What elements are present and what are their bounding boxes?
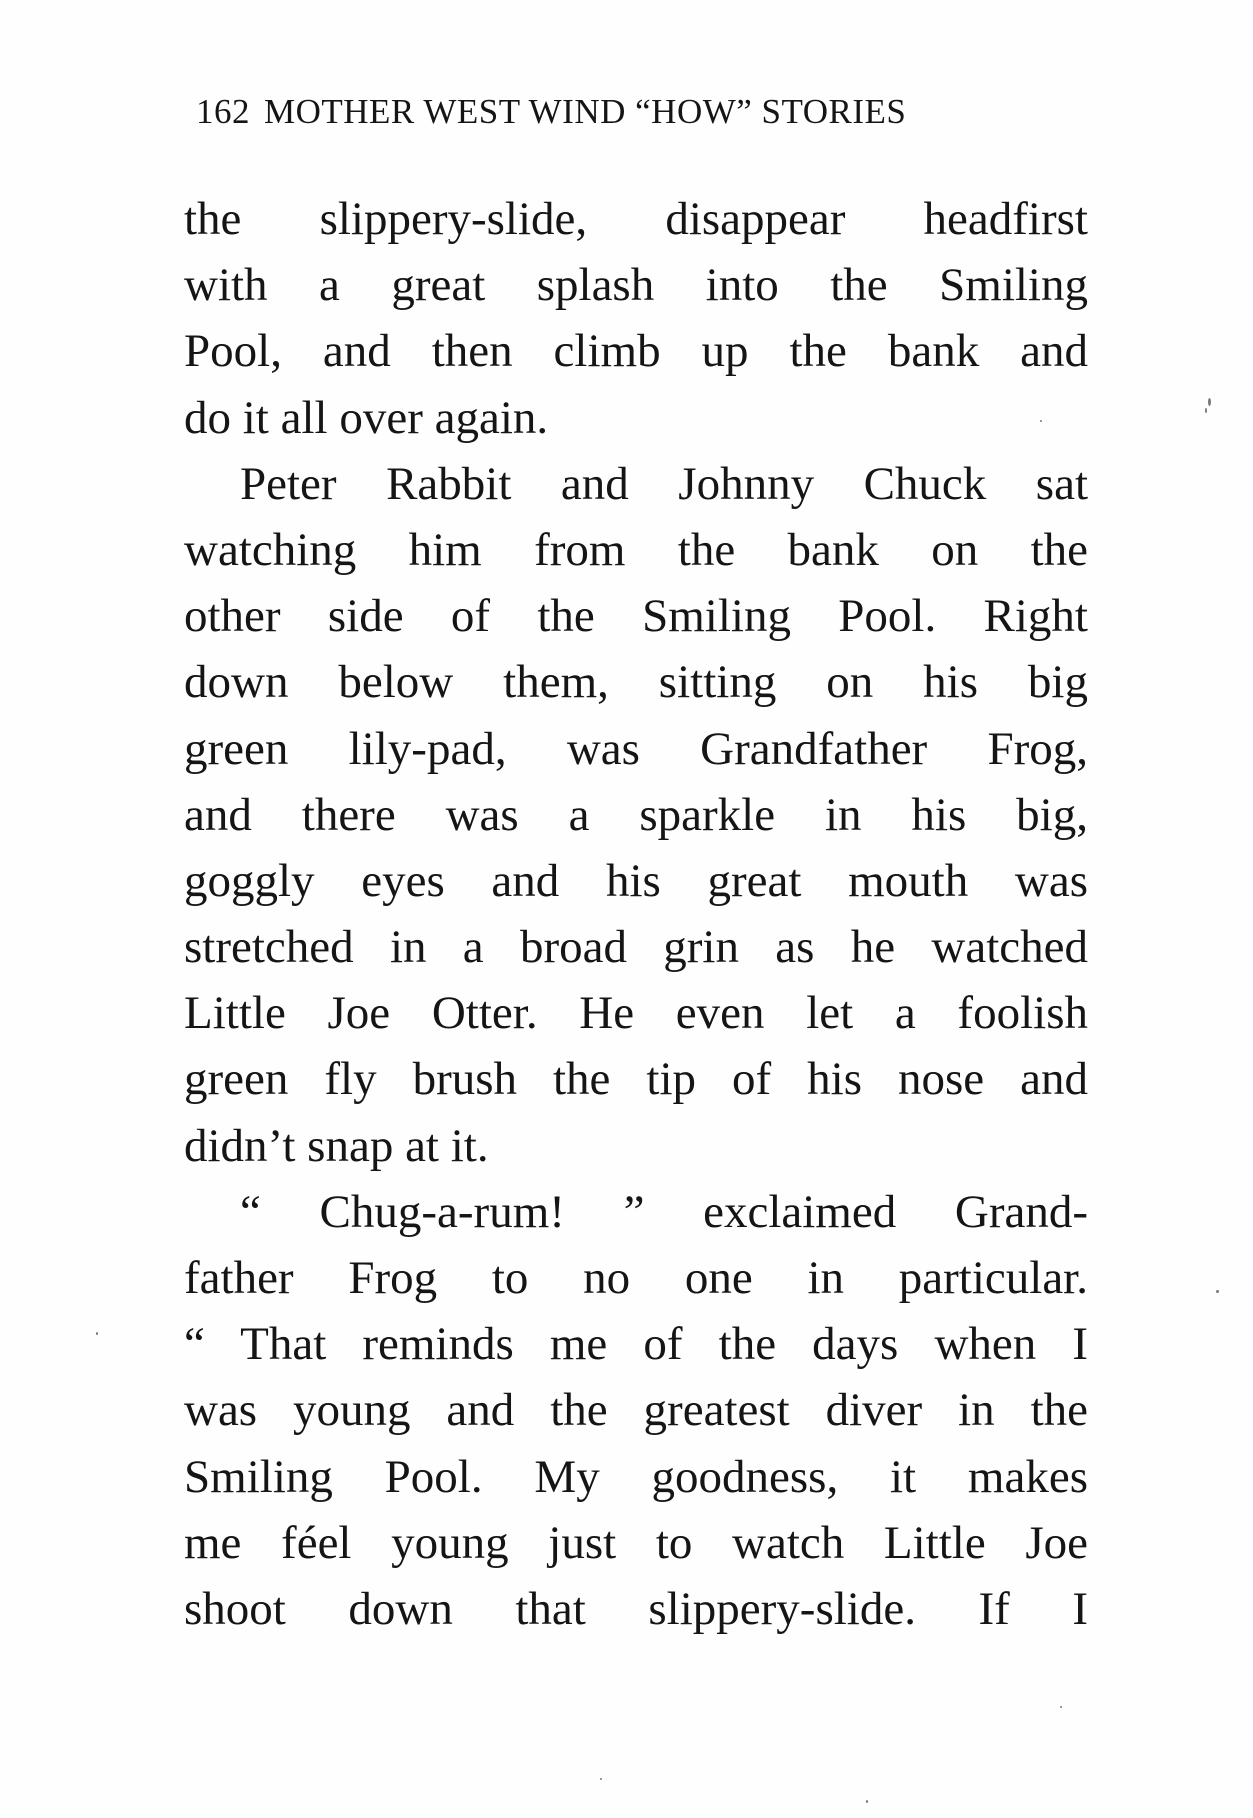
scan-speck: [1205, 408, 1207, 413]
scan-speck: [1040, 420, 1042, 422]
text-line: didn’t snap at it.: [184, 1119, 489, 1172]
scan-speck: [866, 1800, 868, 1803]
page-header: [196, 92, 1084, 136]
text-line: Smiling Pool. My goodness, it makes: [184, 1450, 1088, 1503]
text-line: father Frog to no one in particular.: [184, 1252, 1088, 1304]
page-number: 162: [196, 92, 250, 131]
text-line: “ Chug-a-rum! ” exclaimed Grand-: [240, 1185, 1088, 1238]
body-text: [184, 186, 1088, 1642]
text-line: and there was a sparkle in his big,: [184, 788, 1088, 841]
text-line: other side of the Smiling Pool. Right: [184, 590, 1088, 643]
text-line: the slippery-slide, disappear headfirst: [184, 193, 1088, 245]
text-line: green fly brush the tip of his nose and: [184, 1053, 1088, 1106]
text-line: down below them, sitting on his big: [184, 656, 1088, 709]
text-line: Pool, and then climb up the bank and: [184, 325, 1088, 378]
text-line: watching him from the bank on the: [184, 523, 1088, 576]
text-line: do it all over again.: [184, 391, 549, 444]
text-line: me féel young just to watch Little Joe: [184, 1516, 1088, 1569]
text-line: shoot down that slippery-slide. If I: [184, 1582, 1088, 1635]
text-line: Little Joe Otter. He even let a foolish: [184, 987, 1088, 1040]
text-line: was young and the greatest diver in the: [184, 1384, 1088, 1437]
text-line: “ That reminds me of the days when I: [184, 1318, 1088, 1371]
text-line: with a great splash into the Smiling: [184, 259, 1088, 312]
scan-speck: [600, 1778, 602, 1780]
text-line: green lily-pad, was Grandfather Frog,: [184, 722, 1088, 775]
scan-speck: [1208, 398, 1211, 406]
text-line: Peter Rabbit and Johnny Chuck sat: [240, 457, 1088, 510]
running-title: MOTHER WEST WIND “HOW” STORIES: [264, 92, 907, 131]
scan-speck: [96, 1332, 98, 1335]
scan-speck: [1216, 1290, 1219, 1293]
scan-speck: [1060, 1706, 1062, 1708]
text-line: goggly eyes and his great mouth was: [184, 854, 1088, 907]
text-line: stretched in a broad grin as he watched: [184, 921, 1088, 974]
